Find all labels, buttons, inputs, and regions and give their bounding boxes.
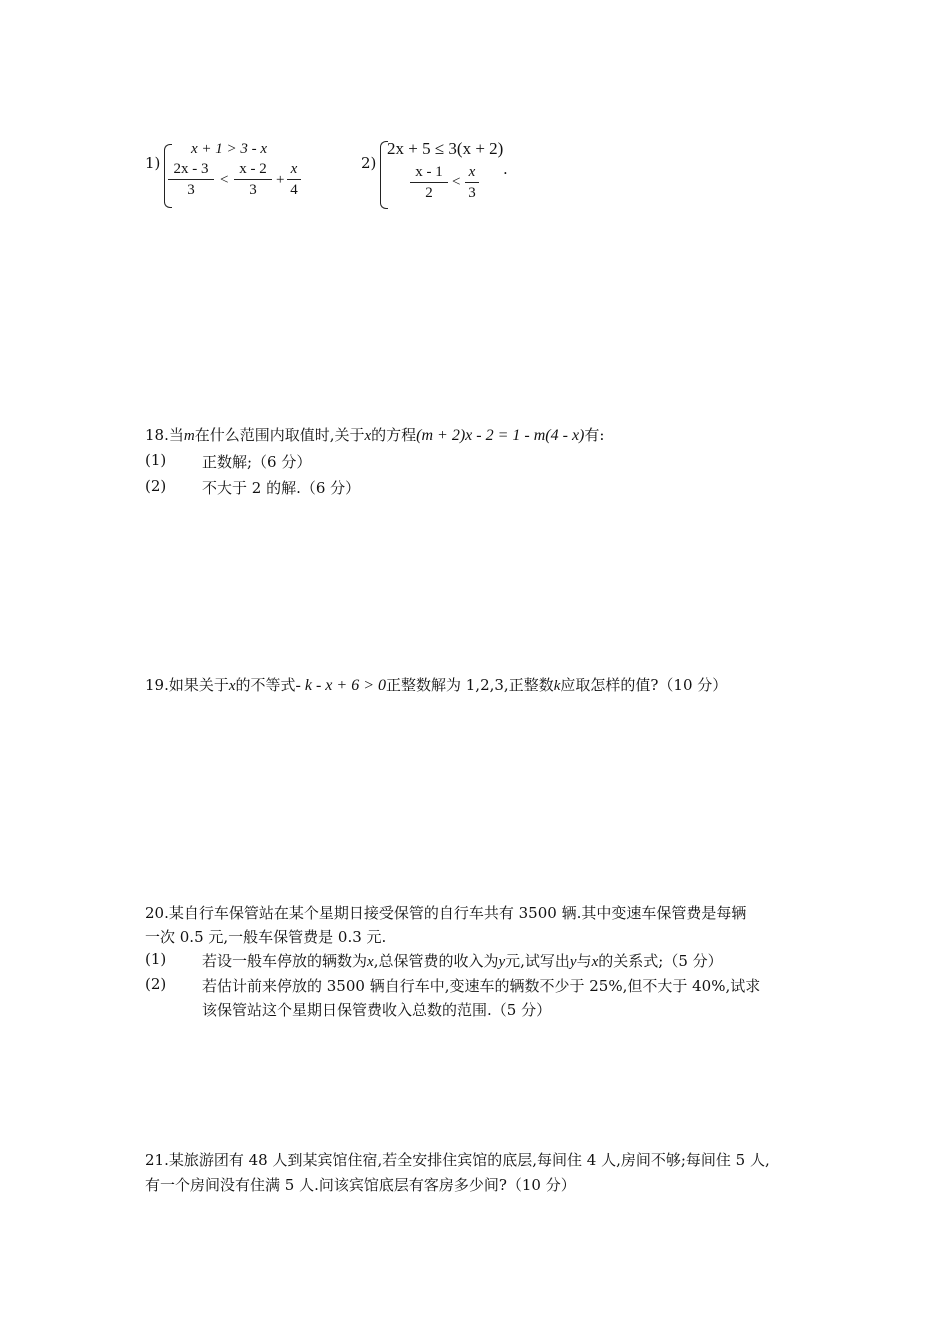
system-1-label: 1) xyxy=(145,154,161,172)
q20-item-1-text: 若设一般车停放的辆数为x,总保管费的收入为y元,试写出y与x的关系式;（5 分） xyxy=(202,952,723,970)
q18-item-1-number: (1) xyxy=(145,451,167,469)
system-1-less-than: < xyxy=(220,172,229,188)
system-2-period: . xyxy=(503,160,508,178)
q18-stem: 18.当m在什么范围内取值时,关于x的方程(m + 2)x - 2 = 1 - m(4 - x)有: xyxy=(145,426,605,444)
q20-item-2-line-1: 若估计前来停放的 3500 辆自行车中,变速车的辆数不少于 25%,但不大于 40%,试求 xyxy=(202,977,761,995)
system-2-label: 2) xyxy=(361,154,377,172)
q21-line-2: 有一个房间没有住满 5 人.问该宾馆底层有客房多少间?（10 分） xyxy=(145,1176,576,1194)
system-1-fraction-a: 2x - 3 3 xyxy=(168,160,214,199)
system-1-plus: + xyxy=(276,172,285,188)
q18-item-1-text: 正数解;（6 分） xyxy=(202,453,312,471)
q18-item-2-number: (2) xyxy=(145,477,167,495)
system-2-fraction-b: x 3 xyxy=(465,163,479,202)
q18-equation: (m + 2)x - 2 = 1 - m(4 - x) xyxy=(416,427,585,444)
q20-item-2-line-2: 该保管站这个星期日保管费收入总数的范围.（5 分） xyxy=(202,1001,552,1019)
system-2-fraction-a: x - 1 2 xyxy=(410,163,448,202)
q20-item-1-number: (1) xyxy=(145,950,167,968)
var-x: x xyxy=(591,954,599,970)
q20-line-1: 20.某自行车保管站在某个星期日接受保管的自行车共有 3500 辆.其中变速车保管费是每辆 xyxy=(145,904,747,922)
system-2-inequality-1: 2x + 5 ≤ 3(x + 2) xyxy=(387,139,504,158)
system-2-less-than: < xyxy=(452,174,461,190)
q18-item-2-text: 不大于 2 的解.（6 分） xyxy=(202,479,361,497)
var-m: m xyxy=(183,428,195,444)
var-k: k xyxy=(553,678,561,694)
q20-item-2-number: (2) xyxy=(145,975,167,993)
q21-line-1: 21.某旅游团有 48 人到某宾馆住宿,若全安排住宾馆的底层,每间住 4 人,房间不够;每间住 5 人, xyxy=(145,1151,770,1169)
var-x: x xyxy=(364,428,372,444)
var-x: x xyxy=(367,954,374,970)
q19-inequality: - k - x + 6 > 0 xyxy=(295,677,386,694)
system-1-fraction-c: x 4 xyxy=(287,160,301,199)
system-1-inequality-1: x + 1 > 3 - x xyxy=(191,141,268,157)
var-x: x xyxy=(228,678,236,694)
question-19: 19.如果关于x的不等式- k - x + 6 > 0正整数解为 1,2,3,正整数k应取怎样的值?（10 分） xyxy=(145,676,728,694)
var-y: y xyxy=(569,954,577,970)
var-y: y xyxy=(498,954,506,970)
system-1-fraction-b: x - 2 3 xyxy=(234,160,272,199)
q20-line-2: 一次 0.5 元,一般车保管费是 0.3 元. xyxy=(145,928,387,946)
